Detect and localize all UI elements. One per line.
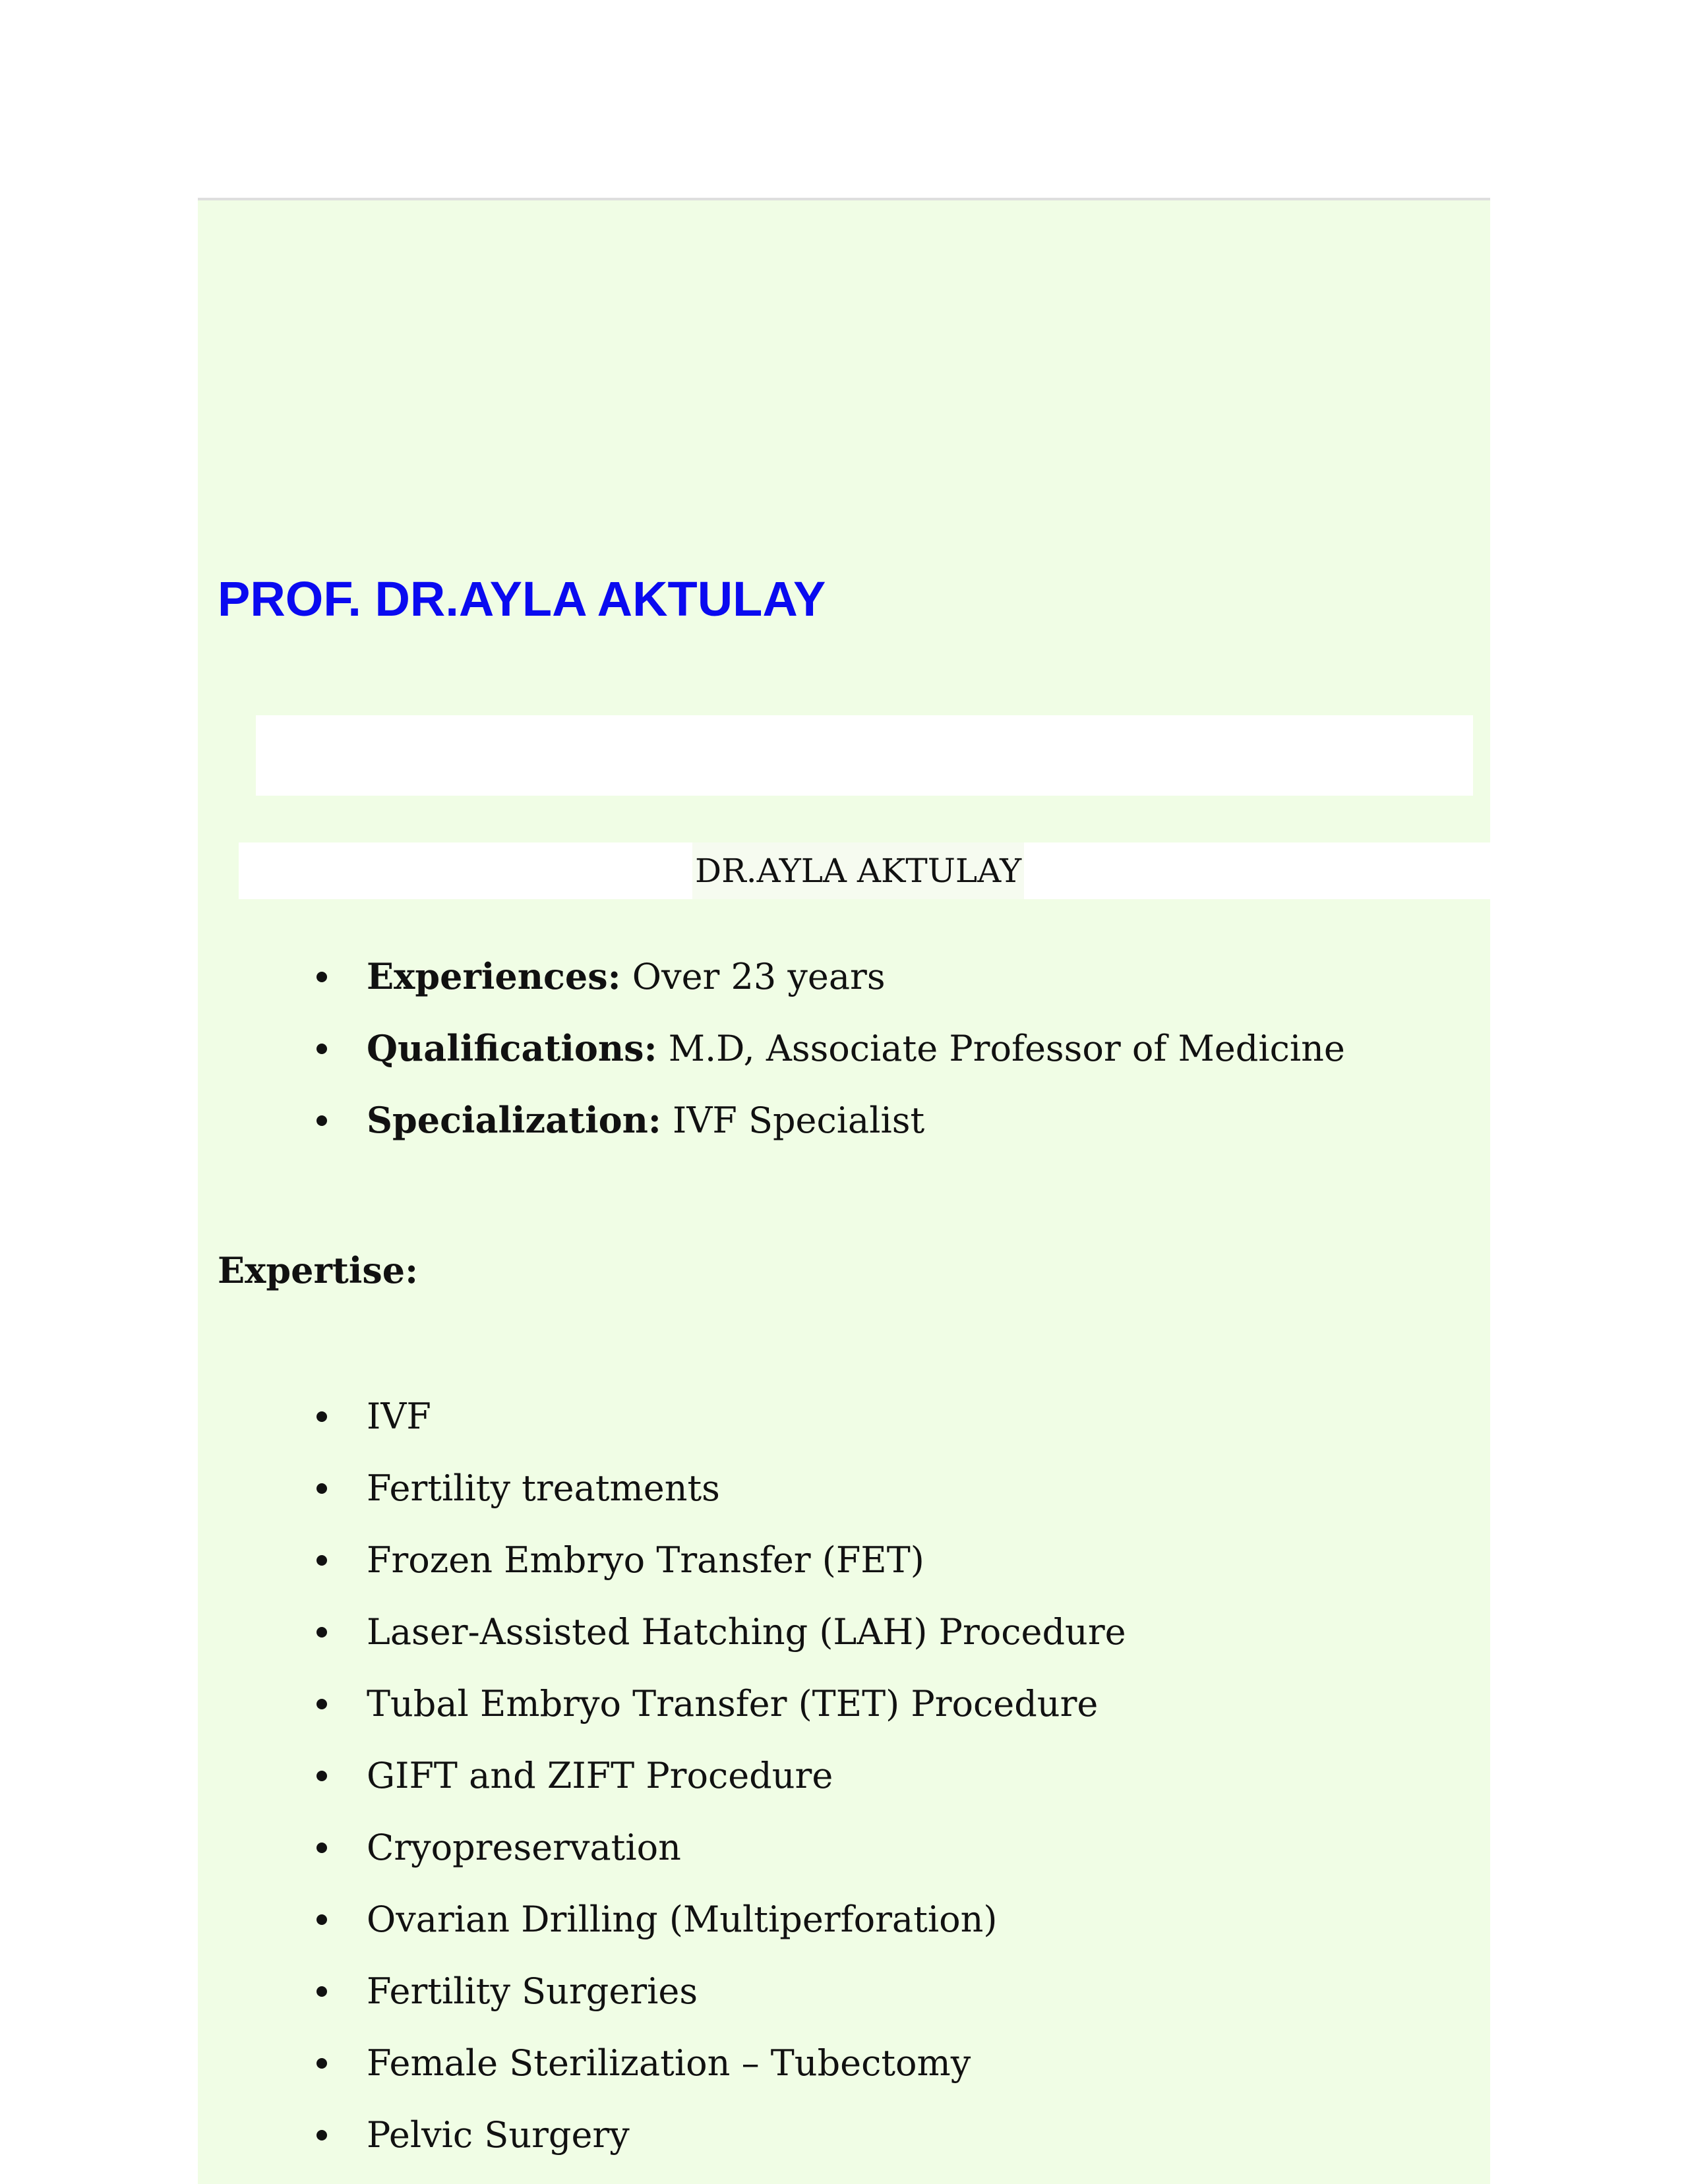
list-item xyxy=(316,2099,1126,2171)
info-value: M.D, Associate Professor of Medicine xyxy=(668,1028,1345,1069)
bullet-icon xyxy=(316,2058,327,2069)
bullet-icon xyxy=(316,1699,327,1709)
expertise-heading: Expertise: xyxy=(218,1249,419,1291)
expertise-item-text: GIFT and ZIFT Procedure xyxy=(367,1755,833,1796)
expertise-item-text: Frozen Embryo Transfer (FET) xyxy=(367,1539,924,1581)
info-value: IVF Specialist xyxy=(673,1100,925,1141)
doctor-caption: DR.AYLA AKTULAY xyxy=(692,842,1024,899)
info-label: Experiences: xyxy=(367,955,621,997)
expertise-item-text: Laser-Assisted Hatching (LAH) Procedure xyxy=(367,1611,1126,1653)
list-item xyxy=(316,1812,1126,1883)
expertise-item-text: Pelvic Surgery xyxy=(367,2114,630,2156)
bullet-icon xyxy=(316,1115,327,1126)
bullet-icon xyxy=(316,1627,327,1638)
bullet-icon xyxy=(316,1411,327,1422)
bullet-icon xyxy=(316,1771,327,1781)
doctor-info-list xyxy=(316,941,1345,1156)
info-item-qualifications xyxy=(316,1013,1345,1084)
info-value: Over 23 years xyxy=(632,956,886,997)
list-item xyxy=(316,1668,1126,1740)
page-title: PROF. DR.AYLA AKTULAY xyxy=(218,572,826,626)
bullet-icon xyxy=(316,1843,327,1853)
expertise-list xyxy=(316,1380,1126,2171)
list-item xyxy=(316,1955,1126,2027)
image-placeholder-bar xyxy=(256,715,1473,796)
list-item xyxy=(316,2027,1126,2099)
expertise-item-text: Ovarian Drilling (Multiperforation) xyxy=(367,1899,998,1940)
expertise-item-text: Fertility Surgeries xyxy=(367,1970,698,2012)
bullet-icon xyxy=(316,1986,327,1997)
list-item xyxy=(316,1380,1126,1452)
bullet-icon xyxy=(316,1914,327,1925)
list-item xyxy=(316,1452,1126,1524)
bullet-icon xyxy=(316,2130,327,2140)
expertise-item-text: Female Sterilization – Tubectomy xyxy=(367,2042,971,2084)
bullet-icon xyxy=(316,972,327,982)
expertise-item-text: IVF xyxy=(367,1396,431,1437)
list-item xyxy=(316,1740,1126,1812)
expertise-item-text: Tubal Embryo Transfer (TET) Procedure xyxy=(367,1683,1099,1725)
bullet-icon xyxy=(316,1044,327,1054)
expertise-item-text: Cryopreservation xyxy=(367,1827,681,1868)
list-item xyxy=(316,1596,1126,1668)
bullet-icon xyxy=(316,1555,327,1566)
info-label: Qualifications: xyxy=(367,1027,657,1069)
info-label: Specialization: xyxy=(367,1099,661,1141)
bullet-icon xyxy=(316,1483,327,1494)
expertise-item-text: Fertility treatments xyxy=(367,1467,720,1509)
info-item-specialization xyxy=(316,1084,1345,1156)
list-item xyxy=(316,1524,1126,1596)
info-item-experience xyxy=(316,941,1345,1013)
list-item xyxy=(316,1883,1126,1955)
